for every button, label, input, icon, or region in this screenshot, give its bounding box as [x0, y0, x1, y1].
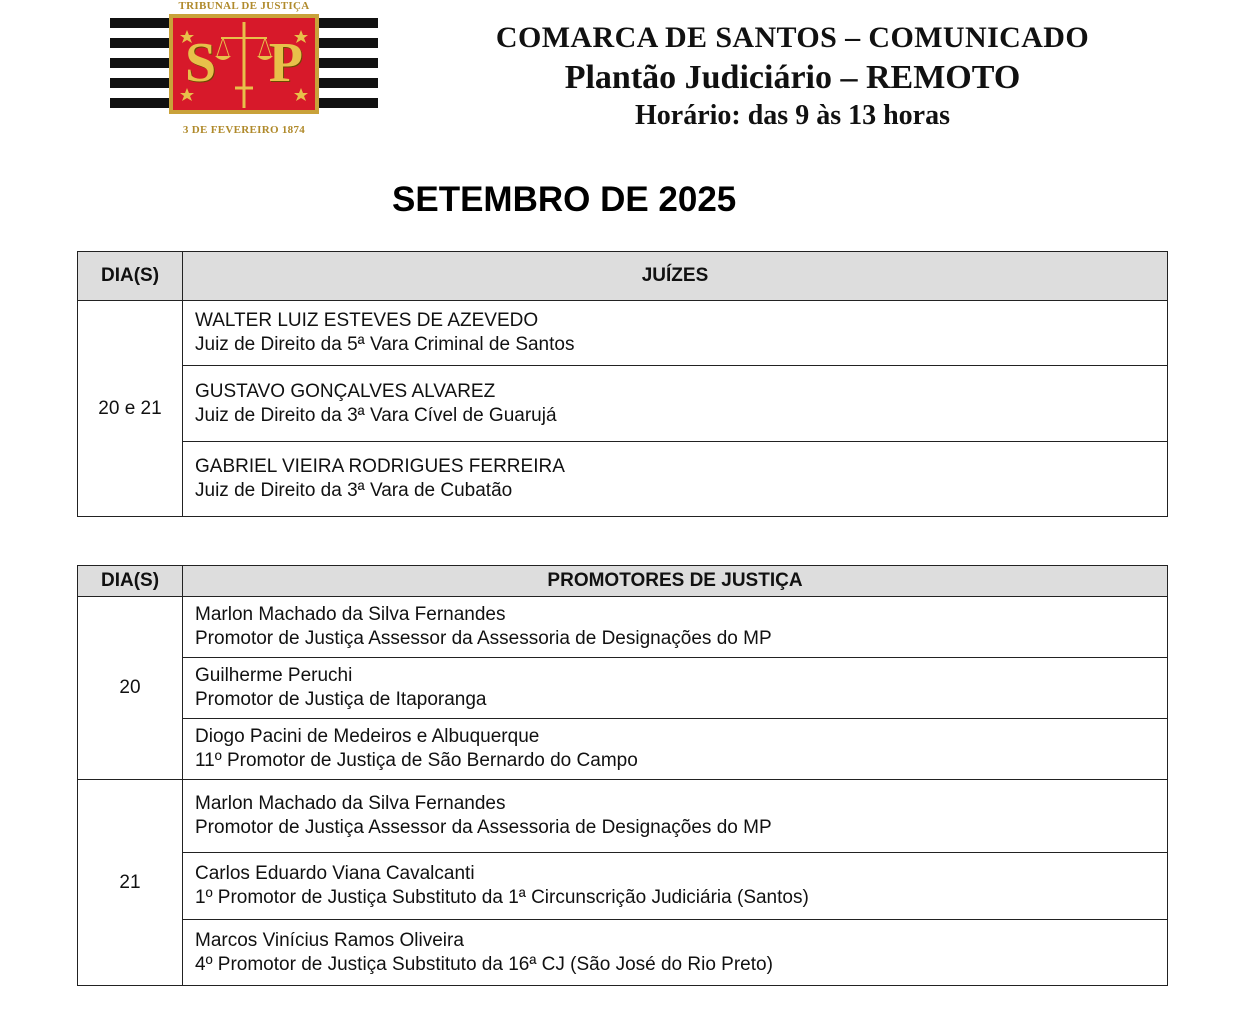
prosecutors-people-header: PROMOTORES DE JUSTIÇA	[183, 566, 1168, 597]
table-row	[78, 442, 1168, 517]
judge-name: GUSTAVO GONÇALVES ALVAREZ	[195, 380, 496, 402]
month-title: SETEMBRO DE 2025	[392, 180, 737, 219]
day-cell: 20 e 21	[78, 301, 183, 517]
header-line-1: COMARCA DE SANTOS – COMUNICADO	[495, 21, 1090, 54]
table-row	[78, 366, 1168, 442]
table-row	[78, 597, 1168, 658]
prosecutor-role: 11º Promotor de Justiça de São Bernardo do Campo	[195, 750, 638, 771]
judge-role: Juiz de Direito da 3ª Vara Cível de Guarujá	[195, 404, 557, 426]
logo-bottom-text: 3 DE FEVEREIRO 1874	[182, 124, 306, 136]
judge-name: GABRIEL VIEIRA RODRIGUES FERREIRA	[195, 456, 565, 477]
prosecutor-cell	[183, 853, 1168, 920]
prosecutors-day-header: DIA(S)	[78, 566, 183, 597]
prosecutor-name: Diogo Pacini de Medeiros e Albuquerque	[195, 726, 540, 747]
prosecutor-name: Marlon Machado da Silva Fernandes	[195, 604, 506, 625]
prosecutor-name: Marcos Vinícius Ramos Oliveira	[195, 929, 464, 951]
document-header	[400, 18, 1185, 134]
day-cell: 20	[78, 597, 183, 780]
header-line-2: Plantão Judiciário – REMOTO	[564, 59, 1021, 96]
judge-role: Juiz de Direito da 5ª Vara Criminal de Santos	[195, 334, 575, 355]
prosecutors-table	[77, 565, 1168, 986]
prosecutor-role: 4º Promotor de Justiça Substituto da 16ª CJ (São José do Rio Preto)	[195, 953, 773, 975]
judge-cell	[183, 301, 1168, 366]
prosecutor-name: Marlon Machado da Silva Fernandes	[195, 793, 506, 814]
prosecutor-name: Guilherme Peruchi	[195, 665, 353, 686]
judge-cell	[183, 442, 1168, 517]
prosecutor-name: Carlos Eduardo Viana Cavalcanti	[195, 863, 475, 884]
judges-header-row	[78, 252, 1168, 301]
emblem-shield	[169, 14, 319, 114]
header-line-3: Horário: das 9 às 13 horas	[635, 100, 950, 131]
prosecutor-cell	[183, 780, 1168, 853]
table-row	[78, 301, 1168, 366]
prosecutor-cell	[183, 920, 1168, 986]
judges-people-header: JUÍZES	[183, 252, 1168, 301]
logo-top-text: TRIBUNAL DE JUSTIÇA	[178, 0, 310, 12]
prosecutor-cell	[183, 658, 1168, 719]
prosecutor-role: 1º Promotor de Justiça Substituto da 1ª Circunscrição Judiciária (Santos)	[195, 887, 809, 908]
prosecutor-role: Promotor de Justiça de Itaporanga	[195, 689, 487, 710]
emblem-letter-s: S	[185, 32, 217, 94]
tjsp-logo	[110, 0, 378, 140]
prosecutor-cell	[183, 597, 1168, 658]
table-row	[78, 780, 1168, 853]
judges-day-header: DIA(S)	[78, 252, 183, 301]
judges-table	[77, 251, 1168, 517]
judge-cell	[183, 366, 1168, 442]
table-row	[78, 658, 1168, 719]
table-row	[78, 920, 1168, 986]
emblem-letter-p: P	[268, 32, 303, 94]
prosecutor-role: Promotor de Justiça Assessor da Assessoria de Designações do MP	[195, 817, 772, 838]
prosecutor-role: Promotor de Justiça Assessor da Assessoria de Designações do MP	[195, 628, 772, 649]
table-row	[78, 853, 1168, 920]
judge-name: WALTER LUIZ ESTEVES DE AZEVEDO	[195, 310, 539, 331]
day-cell: 21	[78, 780, 183, 986]
judge-role: Juiz de Direito da 3ª Vara de Cubatão	[195, 480, 513, 501]
prosecutor-cell	[183, 719, 1168, 780]
prosecutors-header-row	[78, 566, 1168, 597]
table-row	[78, 719, 1168, 780]
